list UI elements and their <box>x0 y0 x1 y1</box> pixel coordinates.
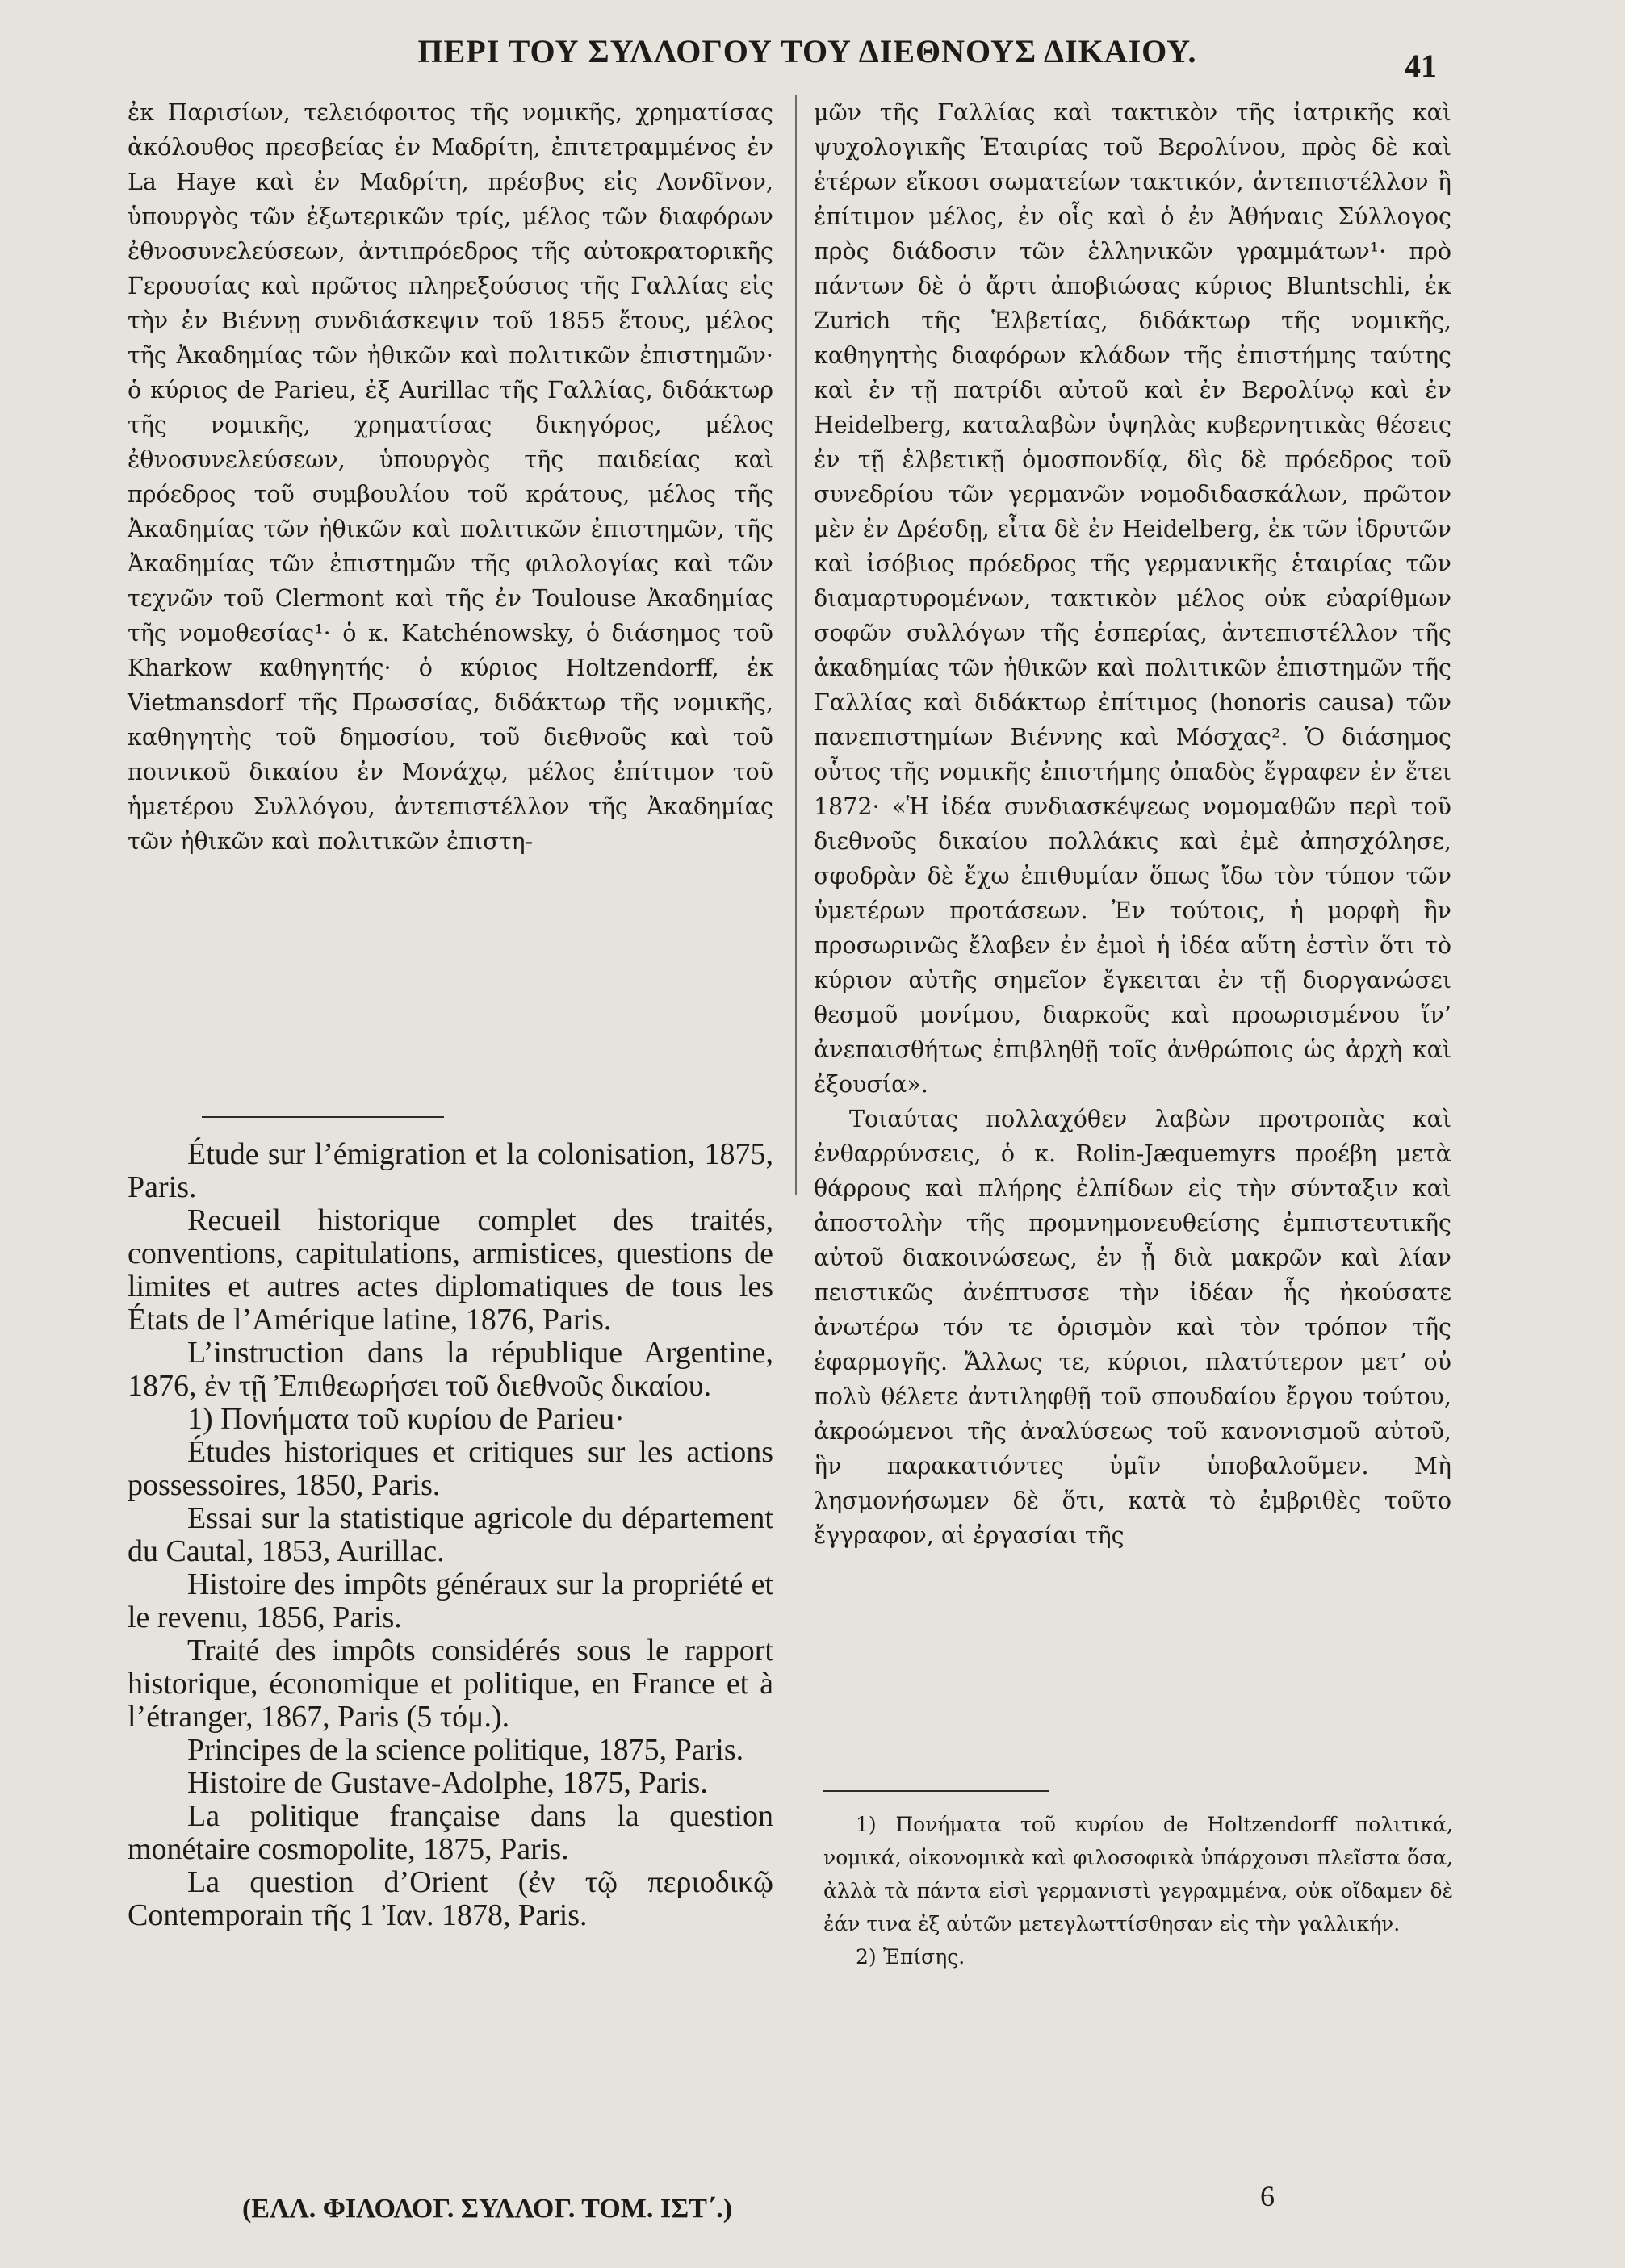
printer-signature: (ΕΛΛ. ΦΙΛΟΛΟΓ. ΣΥΛΛΟΓ. ΤΟΜ. ΙΣΤ΄.) <box>242 2194 733 2224</box>
right-footnotes <box>823 1808 1453 1973</box>
right-column-paragraph-2: Τοιαύτας πολλαχόθεν λαβὼν προτροπὰς καὶ ἐνθαρρύνσεις, ὁ κ. Rolin-Jæquemyrs προέβη μετὰ θάρρους καὶ πλήρης ἐλπίδων εἰς τὴν σύνταξιν καὶ ἀποστολὴν τῆς προμνημονευθείσης ἐμπιστευτικῆς αὐτοῦ διακοινώσεως, ἐν ᾗ διὰ μακρῶν καὶ λίαν πειστικῶς ἀνέπτυσσε τὴν ἰδέαν ἧς ἠκούσατε ἀνωτέρω τόν τε ὁρισμὸν καὶ τὸν τρόπον τῆς ἐφαρμογῆς. Ἄλλως τε, κύριοι, πλατύτερον μετ’ οὐ πολὺ θέλετε ἀντιληφθῇ τοῦ σπουδαίου ἔργου τούτου, ἀκροώμενοι τῆς ἀναλύσεως τοῦ κανονισμοῦ αὐτοῦ, ἣν παρακατιόντες ὑμῖν ὑποβαλοῦμεν. Μὴ λησμονήσωμεν δὲ ὅτι, κατὰ τὸ ἐμβριθὲς τοῦτο ἔγγραφον, αἱ ἐργασίαι τῆς <box>814 1106 1451 1549</box>
footnote-entry: La question d’Orient (ἐν τῷ περιοδικῷ Contemporain τῆς 1 Ἰαν. 1878, Paris. <box>128 1865 773 1932</box>
running-header-title: ΠΕΡΙ ΤΟΥ ΣΥΛΛΟΓΟΥ ΤΟΥ ΔΙΕΘΝΟΥΣ ΔΙΚΑΙΟΥ. <box>417 33 1197 69</box>
footnote-entry: 2) Ἐπίσης. <box>856 1945 965 1969</box>
footnote-entry: La politique française dans la question monétaire cosmopolite, 1875, Paris. <box>128 1799 773 1866</box>
right-footnote-rule <box>823 1790 1049 1792</box>
footnote-entry: Histoire de Gustave-Adolphe, 1875, Paris. <box>187 1766 708 1800</box>
footnote-entry: Essai sur la statistique agricole du département du Cautal, 1853, Aurillac. <box>128 1501 773 1568</box>
signature-number: 6 <box>1260 2180 1275 2212</box>
left-footnotes <box>128 1138 773 1932</box>
footnote-entry: Histoire des impôts généraux sur la propriété et le revenu, 1856, Paris. <box>128 1567 773 1634</box>
footnote-entry: 1) Πονήματα τοῦ κυρίου de Parieu· <box>187 1402 625 1436</box>
footnote-entry: Études historiques et critiques sur les actions possessoires, 1850, Paris. <box>128 1435 773 1502</box>
page-number: 41 <box>1405 48 1437 84</box>
left-column <box>128 95 773 859</box>
footnote-entry: Traité des impôts considérés sous le rapport historique, économique et politique, en France et à l’étranger, 1867, Paris (5 τόμ.). <box>128 1634 773 1734</box>
footnote-entry: Principes de la science politique, 1875, Paris. <box>187 1733 744 1767</box>
right-column <box>814 95 1451 1553</box>
footnote-entry: 1) Πονήματα τοῦ κυρίου de Holtzendorff πολιτικά, νομικά, οἰκονομικὰ καὶ φιλοσοφικὰ ὑπάρχουσι πλεῖστα ὅσα, ἀλλὰ τὰ πάντα εἰσὶ γερμανιστὶ γεγραμμένα, οὐκ οἴδαμεν δὲ ἐάν τινα ἐξ αὐτῶν μετεγλωττίσθησαν εἰς τὴν γαλλικήν. <box>823 1813 1453 1935</box>
right-column-paragraph-1: μῶν τῆς Γαλλίας καὶ τακτικὸν τῆς ἰατρικῆς καὶ ψυχολογικῆς Ἑταιρίας τοῦ Βερολίνου, πρὸς δὲ καὶ ἑτέρων εἴκοσι σωματείων τακτικόν, ἀντεπιστέλλον ἢ ἐπίτιμον μέλος, ἐν οἷς καὶ ὁ ἐν Ἀθήναις Σύλλογος πρὸς διάδοσιν τῶν ἑλληνικῶν γραμμάτων¹· πρὸ πάντων δὲ ὁ ἄρτι ἀποβιώσας κύριος Bluntschli, ἐκ Zurich τῆς Ἑλβετίας, διδάκτωρ τῆς νομικῆς, καθηγητὴς διαφόρων κλάδων τῆς ἐπιστήμης ταύτης καὶ ἐν τῇ πατρίδι αὐτοῦ καὶ ἐν Βερολίνῳ καὶ ἐν Heidelberg, καταλαβὼν ὑψηλὰς κυβερνητικὰς θέσεις ἐν τῇ ἑλβετικῇ ὁμοσπονδίᾳ, δὶς δὲ πρόεδρος τοῦ συνεδρίου τῶν γερμανῶν νομοδιδασκάλων, πρῶτον μὲν ἐν Δρέσδῃ, εἶτα δὲ ἐν Heidelberg, ἐκ τῶν ἱδρυτῶν καὶ ἰσόβιος πρόεδρος τῆς γερμανικῆς ἑταιρίας τῶν διαμαρτυρομένων, τακτικὸν μέλος οὐκ εὐαρίθμων σοφῶν συλλόγων τῆς ἑσπερίας, ἀντεπιστέλλον τῆς ἀκαδημίας τῶν ἠθικῶν καὶ πολιτικῶν ἐπιστημῶν τῆς Γαλλίας καὶ διδάκτωρ ἐπίτιμος (honoris causa) τῶν πανεπιστημίων Βιέννης καὶ Μόσχας². Ὁ διάσημος οὗτος τῆς νομικῆς ἐπιστήμης ὀπαδὸς ἔγραφεν ἐν ἔτει 1872· «Ἡ ἰδέα συνδιασκέψεως νομομαθῶν περὶ τοῦ διεθνοῦς δικαίου πολλάκις καὶ ἐμὲ ἀπησχόλησε, σφοδρὰν δὲ ἔχω ἐπιθυμίαν ὅπως ἴδω τὸν τύπον τῶν ὑμετέρων προτάσεων. Ἐν τούτοις, ἡ μορφὴ ἣν προσωρινῶς ἔλαβεν ἐν ἐμοὶ ἡ ἰδέα αὕτη ἐστὶν ὅτι τὸ κύριον αὐτῆς σημεῖον ἔγκειται ἐν τῇ διοργανώσει θεσμοῦ μονίμου, διαρκοῦς καὶ προωρισμένου ἵν’ ἀνεπαισθήτως ἐπιβληθῇ τοῖς ἀνθρώποις ὡς ἀρχὴ καὶ ἐξουσία». <box>814 99 1451 1098</box>
footnote-entry: Étude sur l’émigration et la colonisation, 1875, Paris. <box>128 1137 773 1204</box>
column-divider <box>795 95 797 1195</box>
left-footnote-rule <box>202 1116 444 1118</box>
left-column-text: ἐκ Παρισίων, τελειόφοιτος τῆς νομικῆς, χρηματίσας ἀκόλουθος πρεσβείας ἐν Μαδρίτη, ἐπιτετραμμένος ἐν La Haye καὶ ἐν Μαδρίτη, πρέσβυς εἰς Λονδῖνον, ὑπουργὸς τῶν ἐξωτερικῶν τρίς, μέλος τῶν διαφόρων ἐθνοσυνελεύσεων, ἀντιπρόεδρος τῆς αὐτοκρατορικῆς Γερουσίας καὶ πρῶτος πληρεξούσιος τῆς Γαλλίας εἰς τὴν ἐν Βιέννῃ συνδιάσκεψιν τοῦ 1855 ἔτους, μέλος τῆς Ἀκαδημίας τῶν ἠθικῶν καὶ πολιτικῶν ἐπιστημῶν· ὁ κύριος de Parieu, ἐξ Aurillac τῆς Γαλλίας, διδάκτωρ τῆς νομικῆς, χρηματίσας δικηγόρος, μέλος ἐθνοσυνελεύσεων, ὑπουργὸς τῆς παιδείας καὶ πρόεδρος τοῦ συμβουλίου τοῦ κράτους, μέλος τῆς Ἀκαδημίας τῶν ἠθικῶν καὶ πολιτικῶν ἐπιστημῶν, τῆς Ἀκαδημίας τῶν ἐπιστημῶν τῆς φιλολογίας καὶ τῶν τεχνῶν τοῦ Clermont καὶ τῆς ἐν Toulouse Ἀκαδημίας τῆς νομοθεσίας¹· ὁ κ. Katchénowsky, ὁ διάσημος τοῦ Kharkow καθηγητής· ὁ κύριος Holtzendorff, ἐκ Vietmansdorf τῆς Πρωσσίας, διδάκτωρ τῆς νομικῆς, καθηγητὴς τοῦ δημοσίου, τοῦ διεθνοῦς καὶ τοῦ ποινικοῦ δικαίου ἐν Μονάχῳ, μέλος ἐπίτιμον τοῦ ἡμετέρου Συλλόγου, ἀντεπιστέλλον τῆς Ἀκαδημίας τῶν ἠθικῶν καὶ πολιτικῶν ἐπιστη- <box>128 99 773 855</box>
footnote-entry: Recueil historique complet des traités, conventions, capitulations, armistices, questions de limites et autres actes diplomatiques de tous les États de l’Amérique latine, 1876, Paris. <box>128 1203 773 1337</box>
footnote-entry: L’instruction dans la république Argentine, 1876, ἐν τῇ Ἐπιθεωρήσει τοῦ διεθνοῦς δικαίου. <box>128 1336 773 1403</box>
